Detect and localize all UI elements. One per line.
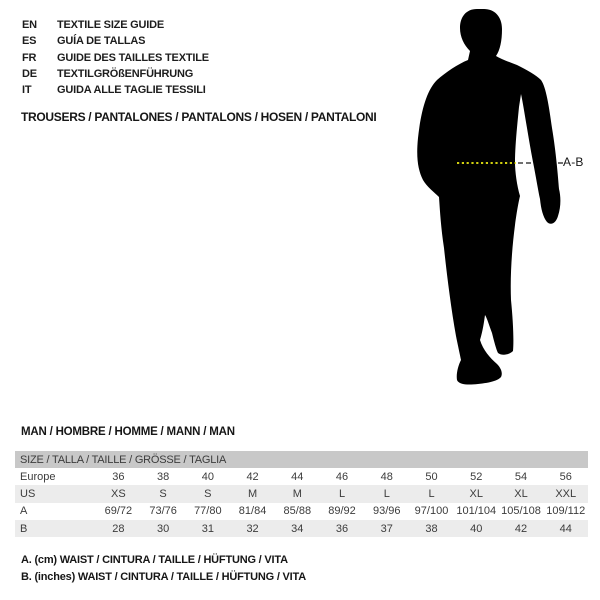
size-cell: 56 <box>559 470 572 483</box>
row-label: A <box>20 505 28 518</box>
size-cell: 93/96 <box>373 505 401 518</box>
language-code: DE <box>22 68 37 81</box>
size-cell: 77/80 <box>194 505 222 518</box>
language-label: GUÍA DE TALLAS <box>57 35 146 48</box>
row-label: US <box>20 487 36 500</box>
language-list <box>22 17 209 98</box>
size-cell: XXL <box>555 487 577 500</box>
size-cell: 36 <box>112 470 125 483</box>
language-code: IT <box>22 84 32 97</box>
size-cell: S <box>159 487 167 500</box>
table-row-a-cm <box>15 503 588 520</box>
size-cell: 37 <box>380 522 393 535</box>
size-cell: M <box>292 487 302 500</box>
size-cell: XL <box>514 487 528 500</box>
size-cell: L <box>383 487 390 500</box>
size-cell: 28 <box>112 522 125 535</box>
size-cell: 73/76 <box>149 505 177 518</box>
size-cell: 85/88 <box>283 505 312 518</box>
size-cell: 44 <box>291 470 304 483</box>
size-cell: 36 <box>335 522 349 535</box>
size-cell: 38 <box>156 470 170 483</box>
size-cell: 54 <box>514 470 528 483</box>
section-title: MAN / HOMBRE / HOMME / MANN / MAN <box>21 426 235 438</box>
size-cell: 101/104 <box>456 505 497 518</box>
size-cell: 42 <box>246 470 259 483</box>
table-row-us <box>15 485 588 502</box>
size-cell: 38 <box>425 522 438 535</box>
size-cell: 89/92 <box>328 505 356 518</box>
size-cell: 40 <box>470 522 483 535</box>
language-label: GUIDA ALLE TAGLIE TESSILI <box>57 84 206 97</box>
language-code: FR <box>22 51 37 64</box>
footnotes <box>21 551 306 585</box>
table-header: SIZE / TALLA / TAILLE / GRÖSSE / TAGLIA <box>15 451 588 468</box>
table-row-b-inches <box>15 520 588 537</box>
size-cell: 81/84 <box>238 505 267 518</box>
size-cell: S <box>204 487 212 500</box>
size-figure <box>410 0 600 400</box>
size-cell: 40 <box>201 470 214 483</box>
size-cell: 31 <box>201 522 214 535</box>
language-row <box>22 17 209 33</box>
language-row <box>22 82 209 98</box>
language-label: GUIDE DES TAILLES TEXTILE <box>57 51 209 64</box>
footnote-b: B. (inches) WAIST / CINTURA / TAILLE / HÜFTUNG / VITA <box>21 570 306 583</box>
language-label: TEXTILE SIZE GUIDE <box>57 19 165 32</box>
size-table <box>15 451 588 537</box>
size-cell: 46 <box>335 470 349 483</box>
size-cell: 30 <box>156 522 170 535</box>
language-code: EN <box>22 19 37 32</box>
size-cell: 97/100 <box>414 505 449 518</box>
size-cell: M <box>247 487 258 500</box>
footnote-a: A. (cm) WAIST / CINTURA / TAILLE / HÜFTUNG / VITA <box>21 553 288 566</box>
size-cell: 52 <box>470 470 483 483</box>
size-cell: XS <box>111 487 126 500</box>
language-label: TEXTILGRÖßENFÜHRUNG <box>57 68 194 81</box>
table-row-europe <box>15 468 588 485</box>
size-cell: 105/108 <box>501 505 541 518</box>
row-label: B <box>20 522 28 535</box>
size-cell: L <box>428 487 435 500</box>
category-title: TROUSERS / PANTALONES / PANTALONS / HOSEN / PANTALONI <box>21 110 377 124</box>
measure-label: A-B <box>563 155 584 169</box>
language-code: ES <box>22 35 37 48</box>
size-cell: 44 <box>559 522 572 535</box>
row-label: Europe <box>20 470 56 483</box>
size-cell: L <box>338 487 346 500</box>
size-cell: 32 <box>246 522 259 535</box>
language-row <box>22 33 209 49</box>
size-cell: 69/72 <box>104 505 133 518</box>
size-cell: 42 <box>514 522 528 535</box>
size-cell: 34 <box>291 522 304 535</box>
size-cell: 109/112 <box>546 505 586 518</box>
language-row <box>22 50 209 66</box>
size-cell: 50 <box>425 470 438 483</box>
size-cell: XL <box>469 487 483 500</box>
man-silhouette <box>410 0 600 400</box>
language-row <box>22 66 209 82</box>
size-cell: 48 <box>380 470 393 483</box>
